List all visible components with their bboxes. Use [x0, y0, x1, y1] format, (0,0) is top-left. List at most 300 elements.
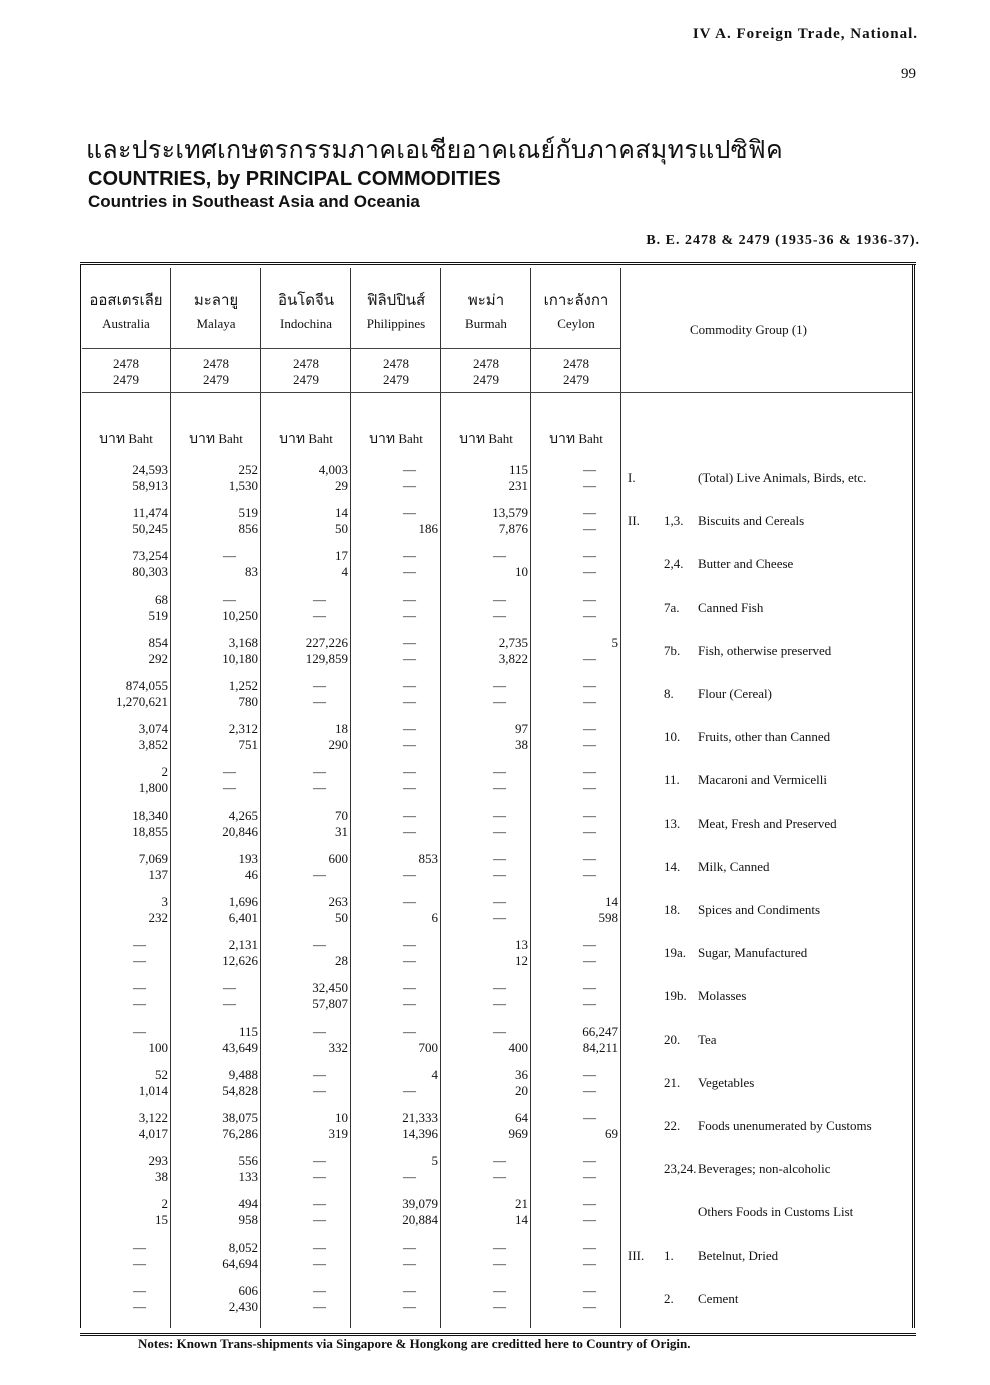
- title-thai: และประเทศเกษตรกรรมภาคเอเชียอาคเณย์กับภาคสมุทรแปซิฟิค: [86, 135, 783, 164]
- value-2478: —: [403, 937, 416, 953]
- value-cell: [86, 678, 168, 710]
- value-2479: —: [493, 823, 506, 839]
- commodity-name: Fruits, other than Canned: [698, 729, 831, 745]
- value-2479: 519: [148, 607, 168, 623]
- value-2478: —: [133, 1239, 146, 1255]
- value-2479: 780: [238, 694, 258, 709]
- value-2479: 137: [148, 866, 168, 882]
- unit-label: [532, 428, 620, 450]
- value-2479: 38: [155, 1169, 168, 1185]
- value-cell: [446, 1196, 528, 1228]
- value-2479: —: [583, 1169, 596, 1185]
- value-2479: —: [493, 1169, 506, 1185]
- value-2478: —: [583, 980, 596, 996]
- value-cell: [176, 894, 258, 926]
- value-2479: —: [493, 866, 506, 882]
- commodity-name: Foods unenumerated by Customs: [698, 1118, 872, 1133]
- value-2478: —: [493, 1239, 506, 1255]
- value-2479: —: [313, 694, 326, 709]
- value-2479: 7,876: [498, 521, 528, 537]
- value-cell: [446, 764, 528, 796]
- value-2479: 12: [515, 953, 528, 969]
- commodity-name: Canned Fish: [698, 599, 764, 615]
- commodity-name: Betelnut, Dried: [698, 1247, 779, 1263]
- value-2478: —: [493, 1023, 506, 1039]
- value-2478: 8,052: [228, 1239, 258, 1255]
- value-2478: —: [313, 764, 326, 780]
- table-row: [0, 548, 990, 591]
- value-2478: —: [493, 1282, 506, 1298]
- year-1: 2478: [383, 356, 409, 371]
- value-cell: [176, 808, 258, 840]
- value-cell: [86, 592, 168, 624]
- value-2479: —: [403, 996, 416, 1012]
- table-row: [0, 462, 990, 505]
- table-row: [0, 1110, 990, 1153]
- value-2478: —: [133, 1023, 146, 1039]
- value-cell: [446, 808, 528, 840]
- value-cell: [86, 1196, 168, 1228]
- value-cell: [176, 980, 258, 1012]
- commodity-label: [628, 1032, 910, 1048]
- value-2479: —: [403, 564, 416, 580]
- commodity-name: (Total) Live Animals, Birds, etc.: [698, 470, 867, 485]
- value-2479: 133: [238, 1169, 258, 1185]
- value-2478: 1,696: [228, 894, 258, 909]
- value-2478: 21: [515, 1196, 528, 1212]
- value-cell: [266, 1153, 348, 1185]
- value-2478: 3,122: [138, 1110, 168, 1125]
- value-cell: [266, 851, 348, 883]
- value-2478: 14: [335, 505, 348, 521]
- commodity-code: 2.: [664, 1290, 674, 1306]
- value-2479: —: [313, 607, 326, 623]
- value-cell: [536, 937, 618, 969]
- value-2478: —: [583, 1196, 596, 1212]
- value-2478: 64: [515, 1110, 528, 1125]
- table-row: [0, 1067, 990, 1110]
- year-labels: [532, 356, 620, 388]
- value-2479: —: [223, 780, 236, 796]
- value-2478: —: [493, 1153, 506, 1169]
- group-number: I.: [628, 470, 636, 485]
- value-2479: 50: [335, 521, 348, 537]
- value-2479: 232: [148, 910, 168, 925]
- value-2479: 38: [515, 737, 528, 753]
- value-2479: 64,694: [222, 1255, 258, 1271]
- table-row: [0, 635, 990, 678]
- value-2479: —: [493, 1255, 506, 1271]
- value-cell: [266, 462, 348, 494]
- value-2479: 186: [418, 521, 438, 537]
- value-2478: 4: [431, 1066, 438, 1082]
- commodity-label: [628, 1204, 910, 1220]
- value-cell: [536, 1067, 618, 1099]
- value-2479: —: [583, 1298, 596, 1314]
- value-2478: —: [133, 937, 146, 953]
- value-cell: [266, 1067, 348, 1099]
- value-2479: 84,211: [582, 1039, 618, 1055]
- value-2478: 252: [238, 462, 258, 477]
- commodity-name: Butter and Cheese: [698, 556, 794, 572]
- unit-thai: บาท: [189, 431, 216, 447]
- value-cell: [536, 592, 618, 624]
- value-2479: 6: [431, 910, 438, 925]
- value-cell: [176, 548, 258, 580]
- header-rule: [620, 392, 912, 393]
- value-2479: 1,530: [228, 478, 258, 493]
- value-2478: 11,474: [132, 505, 168, 521]
- value-2479: 1,270,621: [116, 694, 168, 709]
- commodity-label: [628, 600, 910, 616]
- value-2478: —: [133, 1282, 146, 1298]
- value-2478: 2: [161, 764, 168, 780]
- commodity-name: Others Foods in Customs List: [698, 1204, 854, 1220]
- commodity-name: Biscuits and Cereals: [698, 513, 805, 529]
- value-2478: —: [583, 937, 596, 953]
- commodity-label: [628, 556, 910, 572]
- value-2479: —: [313, 866, 326, 882]
- year-labels: [442, 356, 530, 388]
- value-2478: —: [403, 1282, 416, 1298]
- value-2478: 600: [328, 850, 348, 866]
- value-2479: 20: [515, 1082, 528, 1098]
- value-2478: 13,579: [492, 505, 528, 521]
- value-cell: [266, 1240, 348, 1272]
- country-name: Ceylon: [557, 316, 595, 331]
- commodity-code: 19b.: [664, 988, 687, 1004]
- value-2479: 50,245: [132, 521, 168, 537]
- value-cell: [356, 894, 438, 926]
- value-2478: —: [583, 807, 596, 823]
- commodity-code: 1.: [664, 1247, 674, 1263]
- value-2479: 83: [245, 564, 258, 580]
- value-2478: 97: [515, 721, 528, 737]
- value-cell: [176, 592, 258, 624]
- value-2478: 5: [611, 634, 618, 650]
- value-2478: —: [583, 1153, 596, 1169]
- value-cell: [176, 1283, 258, 1315]
- table-row: [0, 678, 990, 721]
- country-name: Indochina: [280, 316, 332, 331]
- value-cell: [356, 1110, 438, 1142]
- value-cell: [536, 462, 618, 494]
- value-2478: 32,450: [312, 980, 348, 996]
- value-2478: 4,265: [228, 807, 258, 823]
- commodity-name: Beverages; non-alcoholic: [698, 1161, 831, 1177]
- value-2479: —: [583, 521, 596, 537]
- value-cell: [446, 1240, 528, 1272]
- commodity-name: Vegetables: [698, 1074, 755, 1090]
- value-2478: 24,593: [132, 462, 168, 477]
- value-cell: [266, 808, 348, 840]
- unit-label: [352, 428, 440, 450]
- value-cell: [86, 1110, 168, 1142]
- value-2478: 13: [515, 937, 528, 953]
- value-cell: [176, 505, 258, 537]
- value-2478: 556: [238, 1153, 258, 1169]
- table-row: [0, 894, 990, 937]
- value-2479: 3,852: [138, 737, 168, 753]
- commodity-code: 22.: [664, 1118, 681, 1133]
- value-2479: 958: [238, 1212, 258, 1228]
- value-cell: [266, 1196, 348, 1228]
- value-cell: [176, 764, 258, 796]
- value-cell: [356, 808, 438, 840]
- commodity-label: [628, 988, 910, 1004]
- value-cell: [446, 851, 528, 883]
- value-2479: 231: [508, 478, 528, 493]
- value-cell: [266, 980, 348, 1012]
- value-2479: 14: [515, 1212, 528, 1228]
- value-2478: —: [583, 591, 596, 607]
- value-2479: 31: [335, 823, 348, 839]
- value-2479: 856: [238, 521, 258, 537]
- value-2479: —: [313, 1169, 326, 1185]
- value-cell: [176, 635, 258, 667]
- value-cell: [356, 980, 438, 1012]
- value-2478: 3,168: [228, 634, 258, 650]
- value-2478: 193: [238, 850, 258, 866]
- commodity-code: 7b.: [664, 642, 681, 658]
- value-cell: [536, 764, 618, 796]
- value-2479: 29: [335, 478, 348, 493]
- value-cell: [446, 1153, 528, 1185]
- table-row: [0, 937, 990, 980]
- table-row: [0, 1240, 990, 1283]
- value-2479: 290: [328, 737, 348, 753]
- value-2478: —: [583, 1239, 596, 1255]
- value-2478: —: [403, 505, 416, 521]
- value-cell: [86, 635, 168, 667]
- value-2479: —: [133, 953, 146, 969]
- unit-english: Baht: [398, 431, 423, 446]
- value-2479: —: [493, 1298, 506, 1314]
- value-2479: —: [313, 1255, 326, 1271]
- value-cell: [86, 1024, 168, 1056]
- value-cell: [266, 894, 348, 926]
- country-name-thai: ออสเตรเลีย: [89, 291, 163, 309]
- value-2479: —: [403, 1082, 416, 1098]
- title-line-2: Countries in Southeast Asia and Oceania: [88, 192, 420, 211]
- value-cell: [176, 462, 258, 494]
- country-name: Australia: [102, 316, 150, 331]
- value-cell: [446, 635, 528, 667]
- year-1: 2478: [113, 356, 139, 371]
- value-cell: [536, 678, 618, 710]
- value-cell: [176, 851, 258, 883]
- value-2478: 2: [161, 1196, 168, 1212]
- year-2: 2479: [203, 372, 229, 387]
- value-2479: —: [583, 780, 596, 796]
- year-1: 2478: [293, 356, 319, 371]
- value-2479: —: [403, 1169, 416, 1185]
- value-cell: [356, 1196, 438, 1228]
- value-cell: [266, 592, 348, 624]
- value-2478: —: [223, 764, 236, 780]
- value-cell: [356, 505, 438, 537]
- commodity-name: Tea: [698, 1031, 717, 1047]
- value-2478: —: [493, 591, 506, 607]
- commodity-label: [628, 643, 910, 659]
- table-row: [0, 1024, 990, 1067]
- value-cell: [86, 1067, 168, 1099]
- value-2478: —: [403, 462, 416, 477]
- commodity-label: [628, 772, 910, 788]
- year-labels: [352, 356, 440, 388]
- year-labels: [172, 356, 260, 388]
- value-2478: 39,079: [402, 1196, 438, 1212]
- value-2478: 606: [238, 1282, 258, 1298]
- unit-label: [262, 428, 350, 450]
- value-2478: 519: [238, 505, 258, 521]
- value-cell: [86, 505, 168, 537]
- value-2478: —: [223, 591, 236, 607]
- value-2479: 969: [508, 1126, 528, 1141]
- commodity-code: 20.: [664, 1031, 681, 1047]
- value-2479: 69: [605, 1126, 618, 1141]
- value-cell: [266, 1110, 348, 1142]
- country-name-thai: ฟิลิปปินส์: [366, 291, 426, 309]
- commodity-code: 8.: [664, 686, 674, 701]
- value-cell: [176, 1024, 258, 1056]
- value-2479: —: [583, 823, 596, 839]
- value-2479: 100: [148, 1039, 168, 1055]
- commodity-label: [628, 1118, 910, 1134]
- value-2478: —: [583, 548, 596, 564]
- value-2478: 7,069: [138, 850, 168, 866]
- value-2479: 80,303: [132, 564, 168, 580]
- value-2478: —: [493, 850, 506, 866]
- value-2479: —: [583, 694, 596, 709]
- country-name-thai: มะลายู: [193, 291, 239, 309]
- value-2479: —: [133, 1298, 146, 1314]
- value-cell: [356, 1240, 438, 1272]
- value-2478: —: [583, 850, 596, 866]
- unit-thai: บาท: [99, 431, 126, 447]
- value-cell: [86, 937, 168, 969]
- value-2479: 12,626: [222, 953, 258, 969]
- value-2479: —: [493, 910, 506, 925]
- value-2479: —: [583, 1082, 596, 1098]
- value-cell: [536, 808, 618, 840]
- value-2479: —: [403, 478, 416, 493]
- value-2479: —: [313, 1082, 326, 1098]
- value-2479: —: [223, 996, 236, 1012]
- value-2478: 2,131: [228, 937, 258, 953]
- unit-label: [442, 428, 530, 450]
- table-row: [0, 764, 990, 807]
- value-2478: 36: [515, 1066, 528, 1082]
- value-cell: [86, 462, 168, 494]
- value-cell: [536, 1153, 618, 1185]
- value-2478: 853: [418, 850, 438, 866]
- value-cell: [536, 851, 618, 883]
- value-2479: 10,250: [222, 607, 258, 623]
- commodity-label: [628, 816, 910, 832]
- value-2478: 293: [148, 1153, 168, 1169]
- value-2478: 3: [161, 894, 168, 909]
- page-number: 99: [901, 66, 916, 82]
- value-2478: 5: [431, 1153, 438, 1169]
- value-2478: —: [403, 894, 416, 909]
- value-2478: —: [493, 548, 506, 564]
- value-2479: 6,401: [228, 910, 258, 925]
- year-labels: [262, 356, 350, 388]
- value-2479: —: [583, 866, 596, 882]
- value-2478: —: [493, 764, 506, 780]
- value-cell: [536, 635, 618, 667]
- value-2479: 598: [598, 910, 618, 925]
- value-cell: [266, 1283, 348, 1315]
- value-2478: —: [313, 591, 326, 607]
- value-cell: [176, 1110, 258, 1142]
- value-2479: —: [403, 823, 416, 839]
- value-cell: [266, 721, 348, 753]
- value-2478: 4,003: [318, 462, 348, 477]
- value-cell: [176, 937, 258, 969]
- year-2: 2479: [563, 372, 589, 387]
- value-cell: [86, 894, 168, 926]
- year-2: 2479: [113, 372, 139, 387]
- value-2478: —: [133, 980, 146, 996]
- value-2478: —: [583, 1066, 596, 1082]
- value-2478: —: [223, 548, 236, 564]
- table-row: [0, 808, 990, 851]
- value-2479: 28: [335, 953, 348, 969]
- value-2479: —: [403, 1298, 416, 1314]
- value-2479: 57,807: [312, 996, 348, 1012]
- value-cell: [446, 505, 528, 537]
- year-1: 2478: [563, 356, 589, 371]
- unit-thai: บาท: [459, 431, 486, 447]
- value-cell: [86, 1153, 168, 1185]
- commodity-code: 23,24.: [664, 1161, 697, 1177]
- value-2479: —: [313, 780, 326, 796]
- commodity-code: 11.: [664, 772, 680, 788]
- value-2478: —: [493, 894, 506, 909]
- value-cell: [536, 1240, 618, 1272]
- value-cell: [536, 505, 618, 537]
- value-cell: [356, 937, 438, 969]
- commodity-code: 1,3.: [664, 513, 684, 529]
- commodity-code: 2,4.: [664, 556, 684, 572]
- commodity-name: Molasses: [698, 988, 747, 1004]
- value-cell: [176, 678, 258, 710]
- commodity-label: [628, 729, 910, 745]
- table-row: [0, 721, 990, 764]
- commodity-group-header: Commodity Group (1): [690, 322, 807, 337]
- value-2478: 3,074: [138, 721, 168, 737]
- value-cell: [356, 764, 438, 796]
- country-name: Burmah: [465, 316, 507, 331]
- value-cell: [356, 592, 438, 624]
- value-2478: —: [583, 678, 596, 693]
- value-2478: —: [313, 1153, 326, 1169]
- value-cell: [176, 1240, 258, 1272]
- value-cell: [86, 980, 168, 1012]
- value-2478: —: [223, 980, 236, 996]
- country-name: Malaya: [196, 316, 236, 331]
- value-cell: [446, 1024, 528, 1056]
- value-cell: [446, 1283, 528, 1315]
- value-2478: 66,247: [582, 1023, 618, 1039]
- value-2478: 17: [335, 548, 348, 564]
- value-cell: [356, 1024, 438, 1056]
- value-cell: [356, 548, 438, 580]
- value-2479: —: [403, 737, 416, 753]
- year-2: 2479: [383, 372, 409, 387]
